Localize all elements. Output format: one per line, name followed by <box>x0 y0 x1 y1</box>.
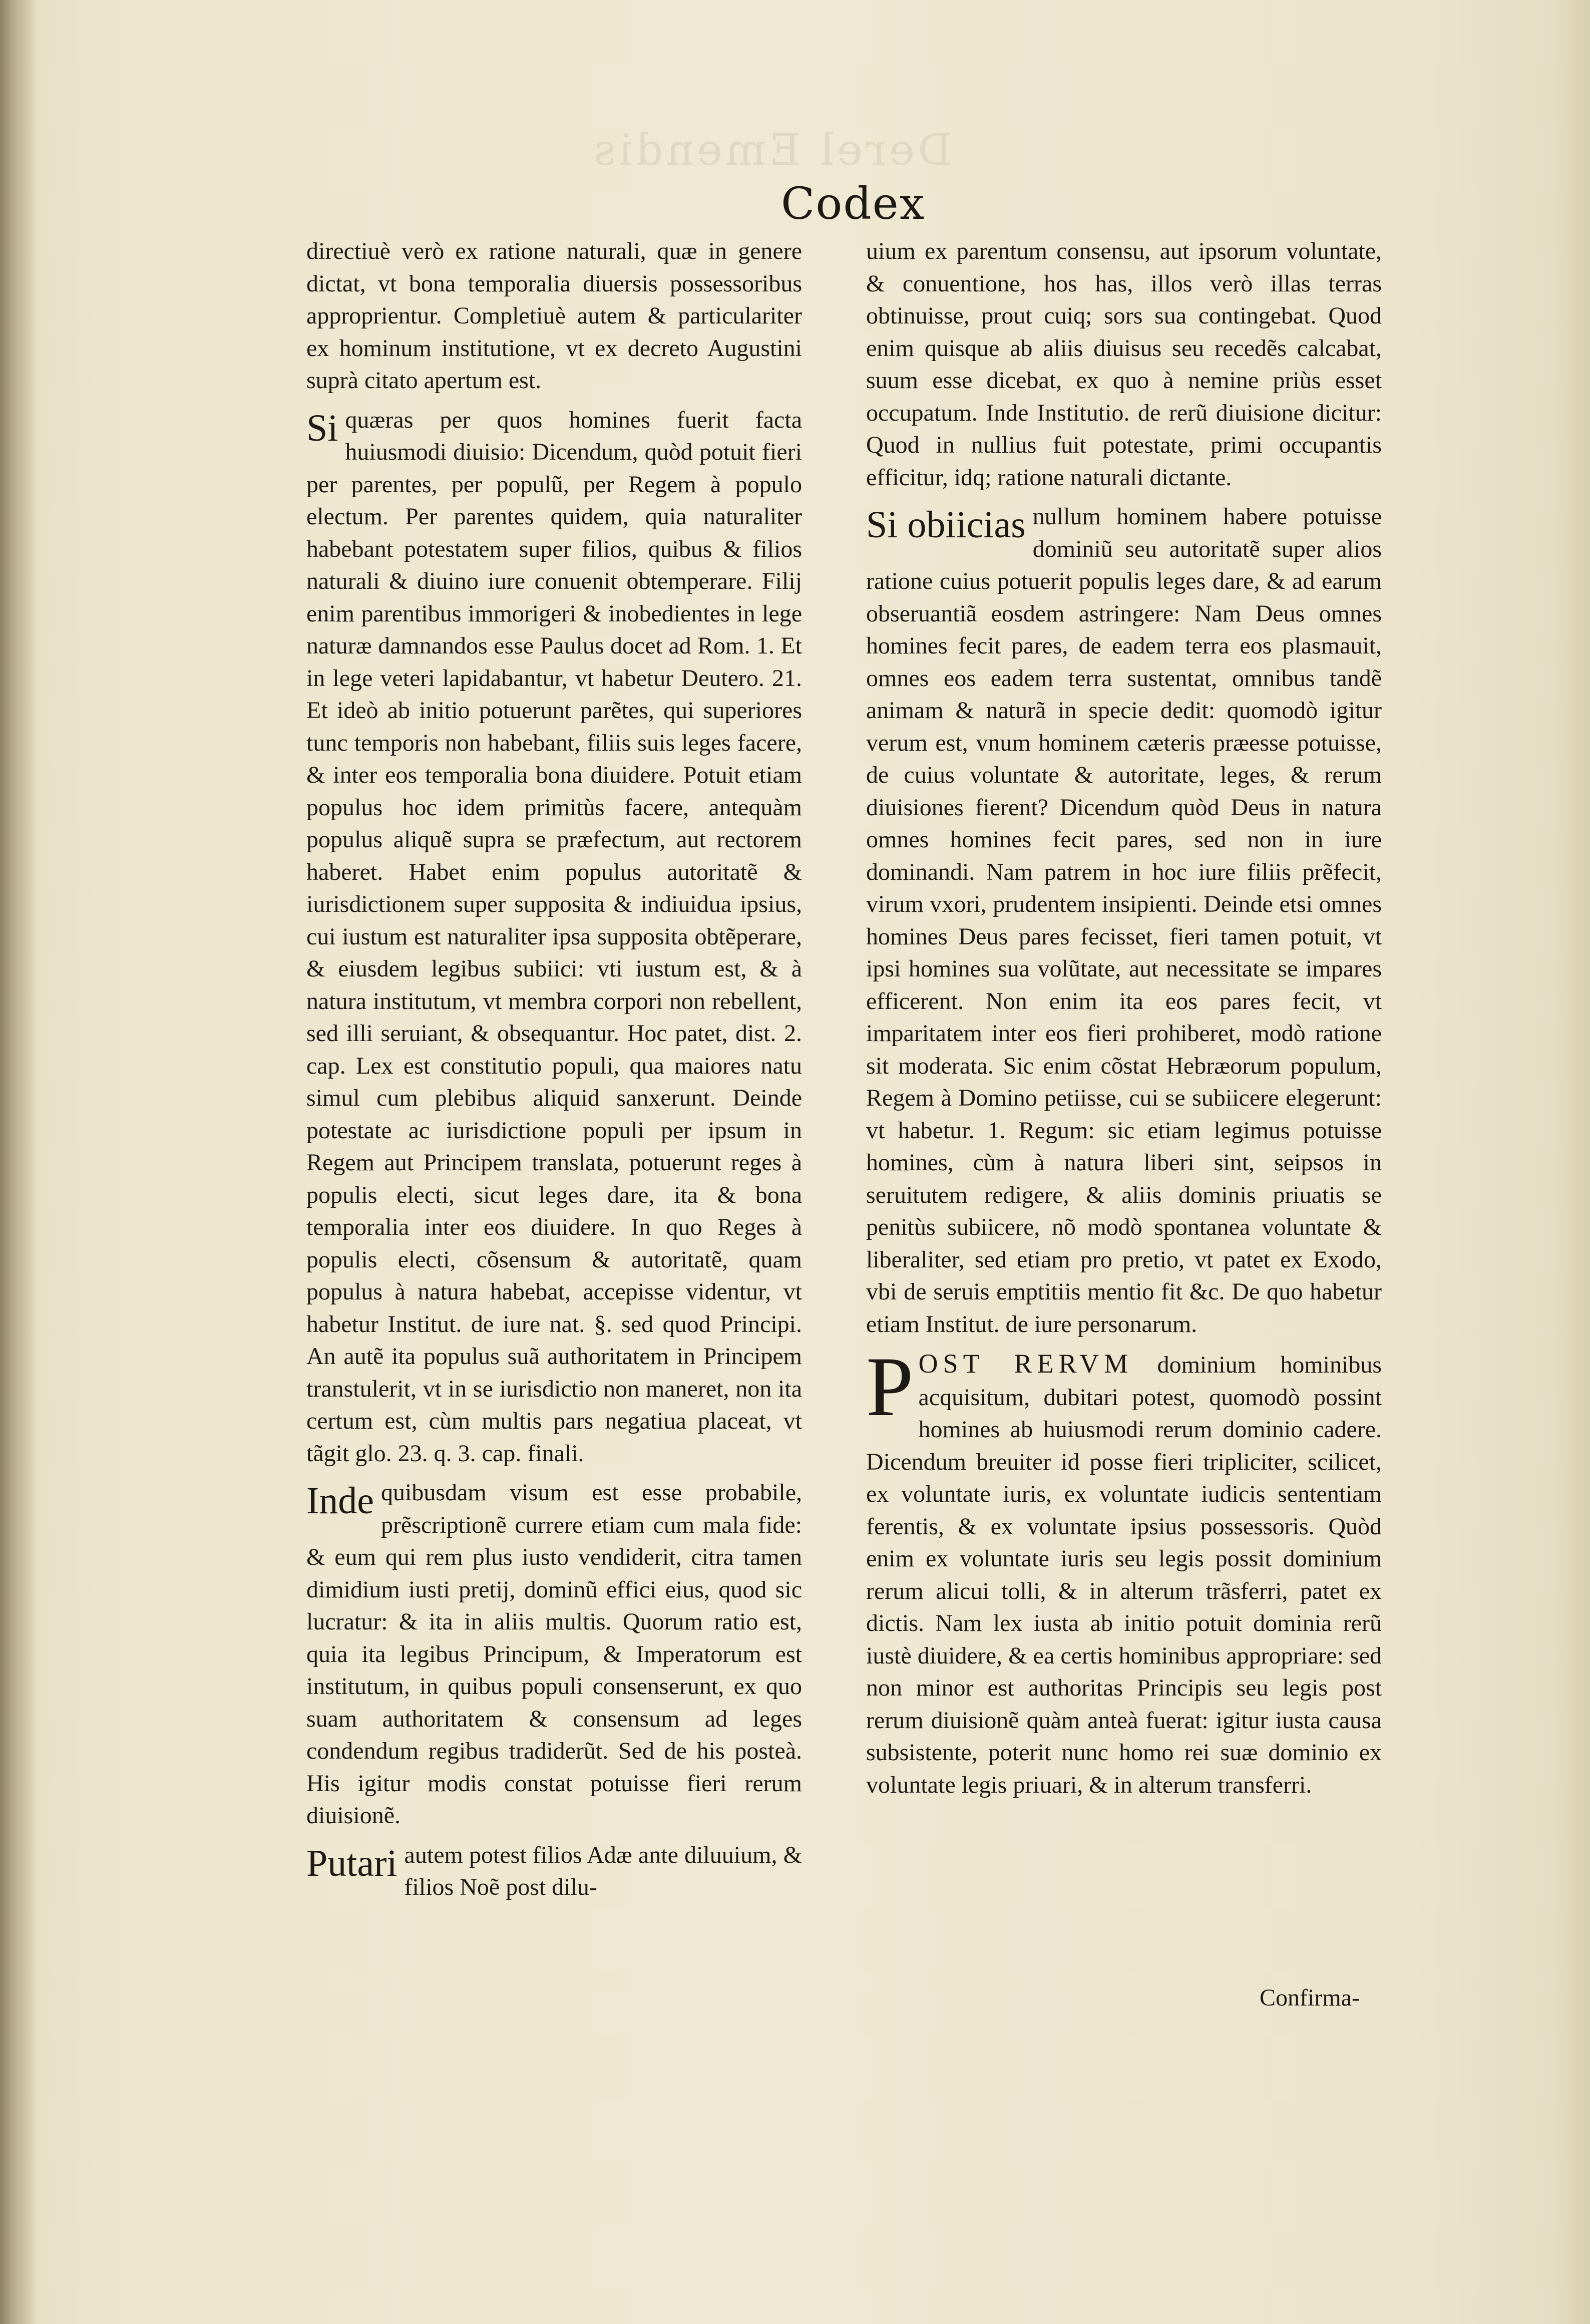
initial-letter: P <box>866 1340 914 1434</box>
page-binding-edge <box>0 0 35 2324</box>
left-column <box>306 235 802 1904</box>
paragraph <box>306 235 802 397</box>
paragraph <box>866 1340 1382 1801</box>
lead-in-capitals: OST RERVM <box>918 1349 1133 1379</box>
show-through-text: Derel Emendis <box>591 125 952 175</box>
paragraph <box>306 404 802 1470</box>
right-column <box>866 235 1382 1801</box>
paragraph <box>866 501 1382 1341</box>
paragraph-text: dominium hominibus acquisitum, dubitari potest, quomodò possint homines ab huiusmodi rerum dominio cadere. Dicendum breuiter id posse fieri tripliciter, scilicet, ex voluntate iuris, ex voluntate iudicis sententiam ferentis, & ex voluntate ipsius possessoris. Quòd enim ex voluntate iuris seu legis possit dominium rerum alicui tolli, & in alterum trãsferri, patet ex dictis. Nam lex iusta ab initio potuit dominia rerũ iustè diuidere, & ea certis hominibus appropriare: sed non minor est authoritas Principis seu legis post rerum diuisionẽ quàm anteà fuerat: igitur iusta causa subsistente, poterit nunc homo rei suæ dominio ex voluntate legis priuari, & in alterum transferri. <box>866 1352 1382 1798</box>
catchword: Confirma- <box>1260 1984 1360 2011</box>
initial-word: Inde <box>306 1480 374 1522</box>
paragraph <box>306 1839 802 1904</box>
paragraph-text: directiuè verò ex ratione naturali, quæ in genere dictat, vt bona temporalia diuersis possessoribus approprientur. Completiuè autem & particulariter ex hominum institutione, vt ex decreto Augustini suprà citato apertum est. <box>306 238 802 394</box>
paragraph-text: uium ex parentum consensu, aut ipsorum voluntate, & conuentione, hos has, illos verò illas terras obtinuisse, prout cuiq; sors sua contingebat. Quod enim quisque ab aliis diuisus seu recedẽs calcabat, suum esse dicebat, ex quo à nemine priùs esset occupatum. Inde Institutio. de rerũ diuisione dicitur: Quod in nullius fuit potestate, primi occupantis efficitur, idq; ratione naturali dictante. <box>866 238 1382 491</box>
initial-word: Si <box>306 407 338 449</box>
paragraph-text: quibusdam visum est esse probabile, prẽscriptionẽ currere etiam cum mala fide: & eum qui rem plus iusto vendiderit, citra tamen dimidium iusti pretij, dominũ effici eius, quod sic lucratur: & ita in aliis multis. Quorum ratio est, quia ita legibus Principum, & Imperatorum est institutum, in quibus populi consenserunt, ex quo suam authoritatem & consensum ad leges condendum regibus tradiderũt. Sed de his posteà. His igitur modis constat potuisse fieri rerum diuisionẽ. <box>306 1479 802 1829</box>
paragraph <box>306 1477 802 1832</box>
initial-word: Si obiicias <box>866 504 1026 546</box>
running-head: Codex <box>781 178 926 229</box>
paragraph-text: autem potest filios Adæ ante diluuium, & filios Noẽ post dilu- <box>404 1841 802 1900</box>
initial-word: Putari <box>306 1842 398 1884</box>
paragraph <box>866 235 1382 494</box>
paragraph-text: quæras per quos homines fuerit facta huiusmodi diuisio: Dicendum, quòd potuit fieri per parentes, per populũ, per Regem à populo electum. Per parentes quidem, quia naturaliter habebant potestatem super filios, quibus & filios naturali & diuino iure conuenit obtemperare. Filij enim parentibus immorigeri & inobedientes in lege naturæ damnandos esse Paulus docet ad Rom. 1. Et in lege veteri lapidabantur, vt habetur Deutero. 21. Et ideò ab initio potuerunt parẽtes, qui superiores tunc temporis non habebant, filiis suis leges facere, & inter eos temporalia bona diuidere. Potuit etiam populus hoc idem primitùs facere, antequàm populus aliquẽ supra se præfectum, aut rectorem haberet. Habet enim populus autoritatẽ & iurisdictionem super supposita & indiuidua ipsius, cui iustum est naturaliter ipsa supposita obtẽperare, & eiusdem legibus subiici: vti iustum est, & à natura institutum, vt membra corpori non rebellent, sed illi seruiant, & obsequantur. Hoc patet, dist. 2. cap. Lex est constitutio populi, qua maiores natu simul cum plebibus aliquid sanxerunt. Deinde potestate ac iurisdictione populi per ipsum in Regem aut Principem translata, potuerunt reges à populis electi, sicut leges dare, ita & bona temporalia inter eos diuidere. In quo Reges à populis electi, cõsensum & autoritatẽ, quam populus à natura habebat, accepisse videntur, vt habetur Institut. de iure nat. §. sed quod Principi. An autẽ ita populus suã authoritatem in Principem transtulerit, vt in se iurisdictio non maneret, non ita certum est, cùm multis pars negatiua placeat, vt tãgit glo. 23. q. 3. cap. finali. <box>306 406 802 1467</box>
paragraph-text: nullum hominem habere potuisse dominiũ seu autoritatẽ super alios ratione cuius potuerit populis leges dare, & ad earum obseruantiã eosdem astringere: Nam Deus omnes homines fecit pares, de eadem terra eos plasmauit, omnes eos eadem terra sustentat, omnibus tandẽ animam & naturã in specie dedit: quomodò igitur verum est, vnum hominem cæteris præesse potuisse, de cuius voluntate & autoritate, leges, & rerum diuisiones fierent? Dicendum quòd Deus in natura omnes homines fecit pares, sed non in iure dominandi. Nam patrem in hoc iure filiis prẽfecit, virum vxori, prudentem insipienti. Deinde etsi omnes homines Deus pares fecisset, fieri tamen potuit, vt ipsi homines sua volũtate, aut necessitate se impares efficerent. Non enim ita eos pares fecit, vt imparitatem inter eos fieri prohiberet, modò ratione sit moderata. Sic enim cõstat Hebræorum populum, Regem à Domino petiisse, cui se subiicere elegerunt: vt habetur. 1. Regum: sic etiam legimus potuisse homines, cùm à natura liberi sint, seipsos in seruitutem redigere, & aliis dominis priuatis se penitùs subiicere, nõ modò spontanea voluntate & liberaliter, sed etiam pro pretio, vt patet ex Exodo, vbi de seruis emptitiis mentio fit &c. De quo habetur etiam Institut. de iure personarum. <box>866 503 1382 1338</box>
